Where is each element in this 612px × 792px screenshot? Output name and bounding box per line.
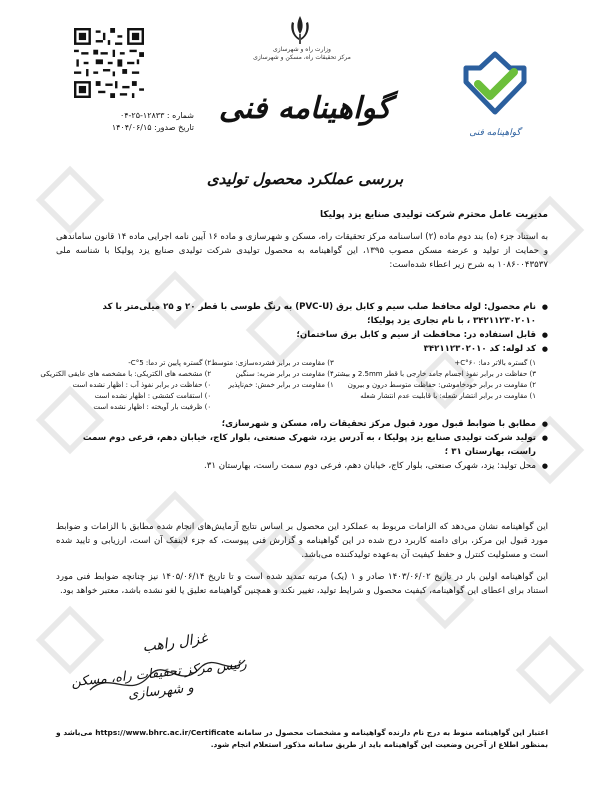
signatory-title: رئیس مرکز تحقیقات راه، مسکن و شهرسازی [70, 656, 248, 703]
issue-date: تاریخ صدور: ۱۴۰۴/۰۶/۱۵ [111, 123, 194, 132]
ministry-line-2: مرکز تحقیقات راه، مسکن و شهرسازی [253, 54, 351, 61]
spec-column-right [334, 358, 536, 413]
pipe-code-item [40, 342, 548, 413]
spec-row: ۱) مقاومت در برابر خمش: خم‌ناپذیر [228, 381, 334, 389]
validity-paragraph: این گواهینامه نشان می‌دهد که الزامات مربوط به عملکرد این محصول بر اساس نتایج آزمایش‌های انجام شده مطابق با الزامات و ضوابط مورد قبول این مرکز، برای دامنه کاربرد درج شده در این گواهینامه و گزارش فنی پیوست، که جزء لاینفک آن است، ارزیابی و تایید شده است و مسئولیت کنترل و حفظ کیفیت آن به‌عهده تولیدکننده می‌باشد. [56, 522, 548, 560]
product-item: ● نام محصول: لوله محافظ صلب سیم و کابل برق (PVC-U) به رنگ طوسی با قطر ۲۰ و ۲۵ میلی‌متر با کد ۳۴۲۱۱۲۳۰۲۰۱۰ ، با نام تجاری یزد پولیکا؛ [56, 300, 548, 328]
logo-caption: گواهینامه فنی [469, 128, 521, 138]
spec-row: ۳) مقاومت در برابر فشرده‌سازی: متوسط [211, 359, 334, 367]
page-subtitle: بررسی عملکرد محصول تولیدی [206, 170, 404, 188]
spec-row: ۲) مقاومت در برابر خودخاموشی: حفاظت متوسط درون و بیرون [347, 381, 536, 389]
spec-row: ۰) حفاظت در برابر نفوذ آب : اظهار نشده است [72, 381, 212, 389]
expiry-paragraph: این گواهینامه اولین بار در تاریخ ۱۴۰۳/۰۶/۰۲ صادر و ۱ (یک) مرتبه تمدید شده است و تا تاریخ ۱۴۰۵/۰۶/۱۴ نیز چنانچه ضوابط فنی مورد استناد برای اعطای این گواهینامه، کیفیت محصول و شرایط تولید، تغییر نکند و همچنین گواهینامه تعلیق یا لغو نشده باشد، معتبر خواهد بود. [56, 572, 548, 596]
spec-row: ۱) مقاومت در برابر انتشار شعله: با قابلیت عدم انتشار شعله [360, 392, 536, 400]
spec-row: ۴) مقاومت در برابر ضربه: سنگین [235, 370, 334, 378]
location-item: ● محل تولید: یزد، شهرک صنعتی، بلوار کاج، خیابان دهم، فرعی دوم سمت راست، بهارستان ۳۱. [56, 459, 548, 473]
technical-certificate-logo [460, 50, 530, 120]
ministry-heading [232, 46, 372, 62]
standards-item: ● مطابق با ضوابط قبول مورد قبول مرکز تحقیقات راه، مسکن و شهرسازی؛ [56, 417, 548, 431]
addressee: مدیریت عامل محترم شرکت تولیدی صنایع یزد پولیکا [320, 210, 548, 220]
spec-row: ۰) استقامت کششی : اظهار نشده است [94, 392, 212, 400]
spec-row: ۱) گستره بالاتر دما: ۶۰°C+ [454, 359, 536, 367]
ministry-line-1: وزارت راه و شهرسازی [273, 46, 331, 53]
manufacturer-item: ● تولید شرکت تولیدی صنایع یزد پولیکا ، به آدرس یزد، شهرک صنعتی، بلوار کاج، خیابان دهم، فرعی دوم سمت راست، بهارستان ۳۱ ؛ [56, 431, 548, 459]
national-emblem-icon [285, 14, 315, 46]
spec-row: ۲) مشخصه های الکتریکی: با مشخصه های عایقی الکتریکی [40, 370, 212, 378]
spec-row: ۳) حفاظت در برابر نفوذ اجسام جامد خارجی با قطر 2.5mm و بیشتر [333, 370, 536, 378]
signatory-name: غزال راهب [141, 630, 209, 656]
usage-item: ● قابل استفاده در: محافظت از سیم و کابل برق ساختمان؛ [56, 328, 548, 342]
intro-paragraph: به استناد جزء (ه) بند دوم ماده (۲) اساسنامه مرکز تحقیقات راه، مسکن و شهرسازی و ماده ۱۶ آیین نامه اجرایی ماده ۱۴ قانون ساماندهی و حمایت از تولید و عرضه مسکن مصوب ۱۳۹۵، این گواهینامه به محصول تولیدی شرکت تولیدی صنایع یزد پولیکا با شناسه ملی ۱۰۸۶۰۰۴۳۵۳۷ به شرح زیر اعطاء شده‌است: [56, 232, 549, 270]
spec-column-left [40, 358, 211, 413]
spec-column-middle [211, 358, 334, 413]
certificate-number-block [74, 110, 194, 134]
page-title: گواهینامه فنی [218, 91, 392, 126]
certificate-number: شماره : ۱۲۸۳۳-۲۵-۰۴ [119, 111, 194, 120]
qr-code [74, 28, 144, 98]
footer-note: اعتبار این گواهینامه منوط به درج نام دارنده گواهینامه و مشخصات محصول در سامانه https://www.bhrc.ac.ir/Certificate می‌باشد و بمنظور اطلاع از آخرین وضعیت این گواهینامه باید از طریق سامانه مذکور استعلام انجام شود. [56, 728, 548, 749]
certificate-items [40, 300, 548, 473]
spec-row: ۲) گستره پایین تر دما: 5°C- [128, 359, 212, 367]
pipe-code: کد لوله: کد ۳۴۲۱۱۲۳۰۲۰۱۰ [423, 344, 536, 354]
spec-columns [40, 358, 536, 413]
spec-row: ۰) ظرفیت بار آویخته : اظهار نشده است [93, 403, 212, 411]
